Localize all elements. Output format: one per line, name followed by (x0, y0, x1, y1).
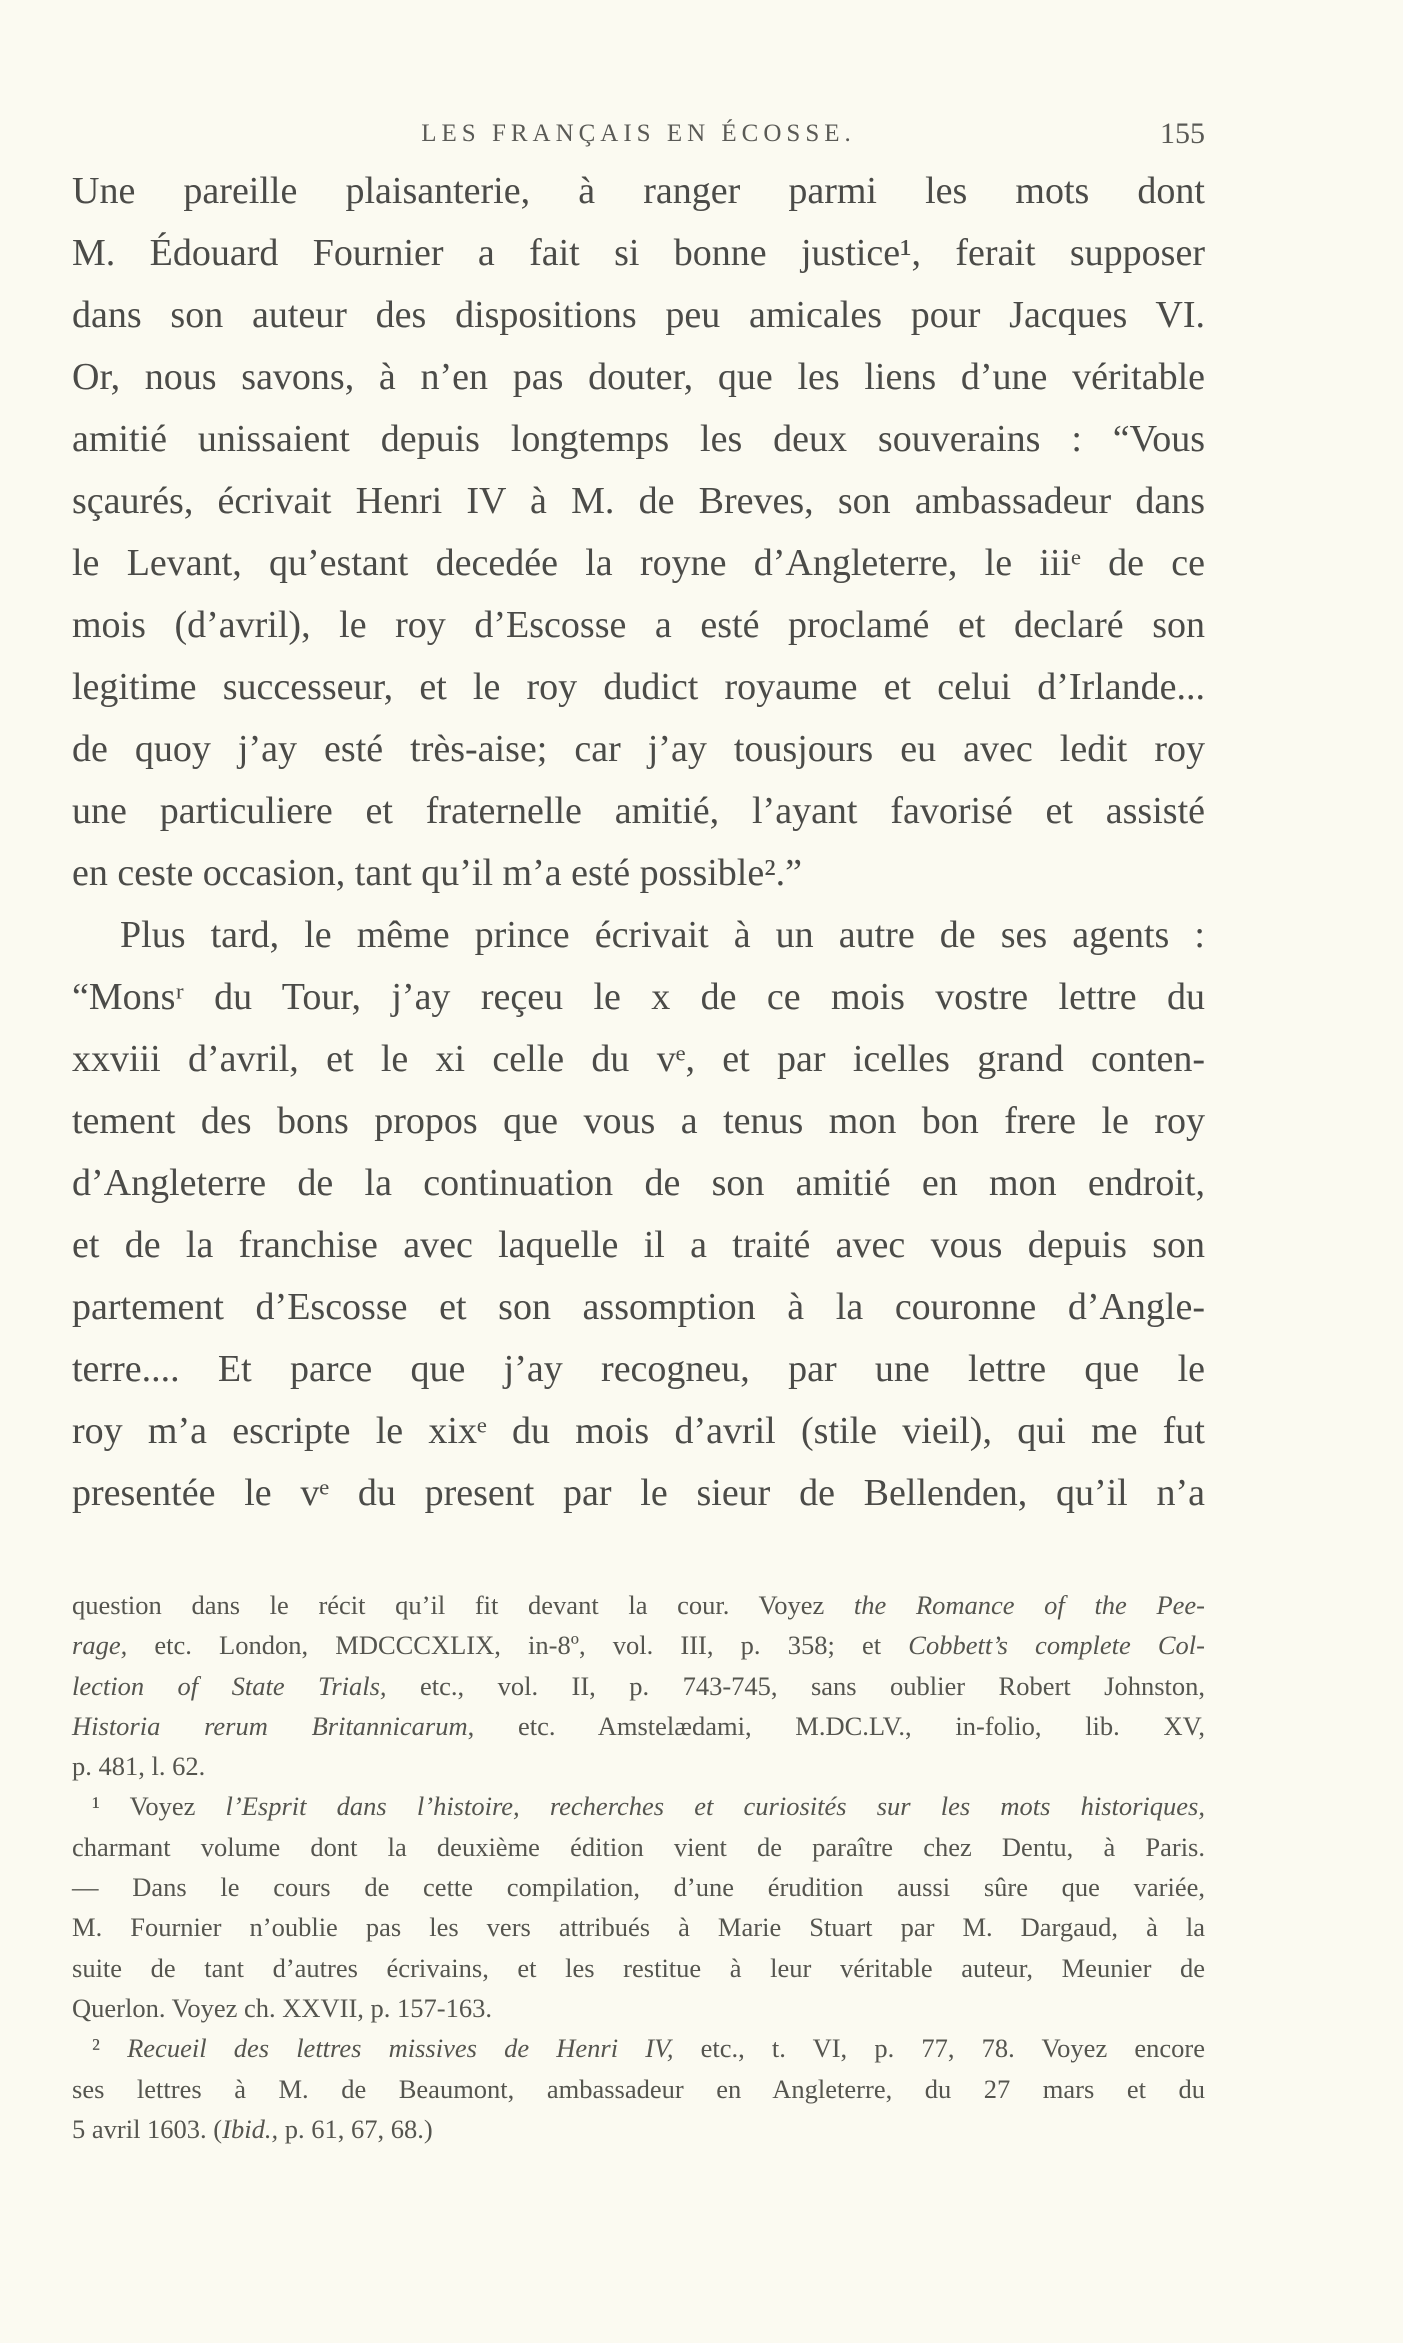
footnote-line (72, 2028, 1205, 2068)
page-header (72, 112, 1205, 156)
footnote-text: suite de tant d’autres écrivains, et les restitue à leur véritable auteur, Meunier de (72, 1952, 1205, 1983)
footnote-text: etc., t. VI, p. 77, 78. Voyez encore (673, 2033, 1205, 2064)
footnote-line (72, 1746, 1205, 1786)
italic-title: lection of State Trials, (72, 1670, 387, 1701)
italic-title: Historia rerum Britannicarum (72, 1710, 468, 1741)
footnote-line (72, 2109, 1205, 2149)
footnote-line (72, 1786, 1205, 1826)
text-line: en ceste occasion, tant qu’il m’a esté possible².” (72, 852, 802, 894)
footnote-text: p. 61, 67, 68.) (278, 2113, 433, 2144)
footnote-text: etc., vol. II, p. 743-745, sans oublier Robert Johnston, (386, 1670, 1205, 1701)
footnote-line (72, 1706, 1205, 1746)
footnote-line (72, 1907, 1205, 1947)
text-line: mois (d’avril), le roy d’Escosse a esté proclamé et declaré son (72, 604, 1205, 646)
footnote-line (72, 1867, 1205, 1907)
text-line: legitime successeur, et le roy dudict royaume et celui d’Irlande... (72, 666, 1205, 708)
footnote-text: ² (92, 2033, 128, 2064)
footnote-text: — Dans le cours de cette compilation, d’une érudition aussi sûre que variée, (72, 1872, 1205, 1903)
text-line: dans son auteur des dispositions peu amicales pour Jacques VI. (72, 294, 1205, 336)
text-line: “Monsʳ du Tour, j’ay reçeu le x de ce mois vostre lettre du (72, 976, 1205, 1018)
text-line: d’Angleterre de la continuation de son amitié en mon endroit, (72, 1162, 1205, 1204)
italic-title: Cobbett’s complete Col- (908, 1630, 1205, 1661)
footnote-text: charmant volume dont la deuxième édition vient de paraître chez Dentu, à Paris. (72, 1831, 1205, 1862)
footnote-text: Querlon. Voyez ch. XXVII, p. 157-163. (72, 1992, 493, 2023)
footnote-line (72, 2069, 1205, 2109)
footnote-line (72, 1988, 1205, 2028)
text-line: sçaurés, écrivait Henri IV à M. de Breves, son ambassadeur dans (72, 480, 1205, 522)
text-line: tement des bons propos que vous a tenus mon bon frere le roy (72, 1100, 1205, 1142)
footnote-text: ses lettres à M. de Beaumont, ambassadeur en Angleterre, du 27 mars et du (72, 2073, 1205, 2104)
text-line: presentée le vᵉ du present par le sieur de Bellenden, qu’il n’a (72, 1472, 1205, 1514)
text-line: Plus tard, le même prince écrivait à un autre de ses agents : (120, 914, 1205, 956)
text-line: de quoy j’ay esté très-aise; car j’ay tousjours eu avec ledit roy (72, 728, 1205, 770)
text-line: M. Édouard Fournier a fait si bonne justice¹, ferait supposer (72, 232, 1205, 274)
footnote-line (72, 1666, 1205, 1706)
footnote-text: question dans le récit qu’il fit devant la cour. Voyez (72, 1590, 854, 1620)
text-line: Or, nous savons, à n’en pas douter, que les liens d’une véritable (72, 356, 1205, 398)
text-line: xxviii d’avril, et le xi celle du vᵉ, et par icelles grand conten- (72, 1038, 1205, 1080)
footnote-line (72, 1585, 1205, 1625)
footnote-text: ¹ Voyez (92, 1791, 226, 1822)
footnote-text: p. 481, l. 62. (72, 1751, 206, 1782)
footnote-line (72, 1625, 1205, 1665)
text-line: partement d’Escosse et son assomption à la couronne d’Angle- (72, 1286, 1205, 1328)
italic-title: l’Esprit dans l’histoire, recherches et curiosités sur les mots historiques, (225, 1791, 1205, 1822)
text-line: le Levant, qu’estant decedée la royne d’Angleterre, le iiiᵉ de ce (72, 542, 1205, 584)
footnote-line (72, 1948, 1205, 1988)
text-line: Une pareille plaisanterie, à ranger parmi les mots dont (72, 170, 1205, 212)
text-line: une particuliere et fraternelle amitié, l’ayant favorisé et assisté (72, 790, 1205, 832)
footnote-line (72, 1827, 1205, 1867)
footnotes (72, 1585, 1205, 2149)
text-line: roy m’a escripte le xixᵉ du mois d’avril (stile vieil), qui me fut (72, 1410, 1205, 1452)
footnote-text: M. Fournier n’oublie pas les vers attribués à Marie Stuart par M. Dargaud, à la (72, 1912, 1205, 1943)
text-line: terre.... Et parce que j’ay recogneu, par une lettre que le (72, 1348, 1205, 1390)
italic-title: Ibid., (222, 2113, 279, 2144)
italic-title: Recueil des lettres missives de Henri IV, (127, 2033, 674, 2064)
text-line: amitié unissaient depuis longtemps les deux souverains : “Vous (72, 418, 1205, 460)
page-number: 155 (1160, 117, 1205, 150)
italic-title: rage, (72, 1630, 128, 1661)
footnote-text: 5 avril 1603. ( (72, 2113, 223, 2144)
body-text (72, 160, 1205, 1524)
footnote-text: , etc. Amstelædami, M.DC.LV., in-folio, lib. XV, (467, 1710, 1206, 1741)
footnote-text: etc. London, MDCCCXLIX, in-8º, vol. III, p. 358; et (127, 1630, 909, 1661)
running-title: LES FRANÇAIS EN ÉCOSSE. (421, 120, 856, 147)
text-line: et de la franchise avec laquelle il a traité avec vous depuis son (72, 1224, 1205, 1266)
italic-title: the Romance of the Pee- (853, 1590, 1206, 1620)
